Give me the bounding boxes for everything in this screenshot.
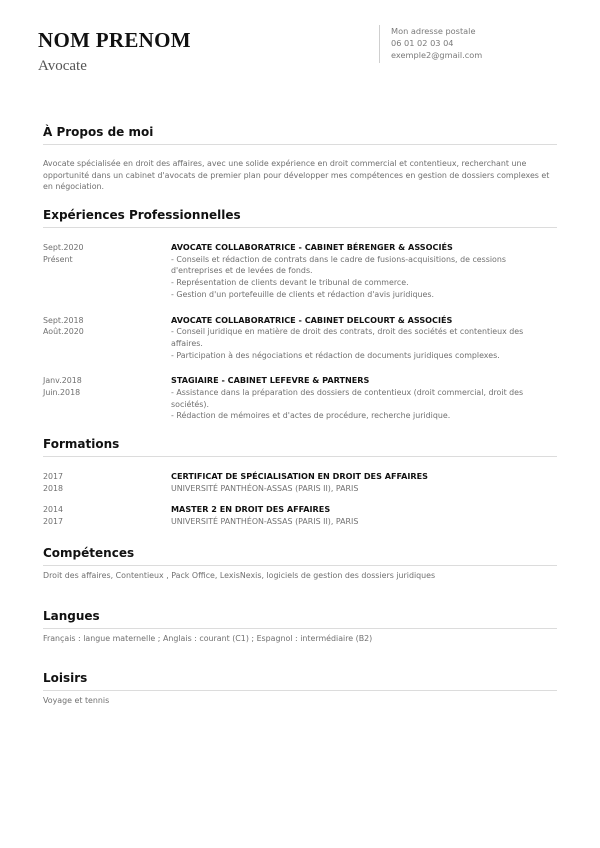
experience-bullet: - Représentation de clients devant le tribunal de commerce. bbox=[171, 278, 409, 288]
skills-text: Droit des affaires, Contentieux , Pack Office, LexisNexis, logiciels de gestion des dossiers juridiques bbox=[43, 571, 436, 580]
experience-content bbox=[171, 315, 557, 362]
education-section bbox=[43, 437, 557, 528]
contact-address: Mon adresse postale bbox=[391, 26, 476, 36]
experience-start: Sept.2018 bbox=[43, 315, 84, 325]
about-text: Avocate spécialisée en droit des affaires, avec une solide expérience en droit commercial et contentieux, recherchant une opportunité dans un cabinet d'avocats de premier plan pour développer mes compétences en gestion de dossiers complexes et en négociation. bbox=[43, 159, 550, 192]
education-school: UNIVERSITÉ PANTHÉON-ASSAS (PARIS II), PARIS bbox=[171, 517, 359, 527]
experience-content bbox=[171, 375, 557, 422]
experience-start: Janv.2018 bbox=[43, 376, 82, 386]
education-start: 2014 bbox=[43, 505, 64, 515]
education-school: UNIVERSITÉ PANTHÉON-ASSAS (PARIS II), PARIS bbox=[171, 483, 359, 493]
contact-block bbox=[379, 25, 482, 63]
section-title-education: Formations bbox=[43, 437, 557, 457]
about-section bbox=[43, 125, 557, 193]
education-title: MASTER 2 EN DROIT DES AFFAIRES bbox=[171, 504, 331, 515]
education-dates bbox=[43, 504, 163, 527]
experience-bullet: - Rédaction de mémoires et d'actes de procédure, recherche juridique. bbox=[171, 411, 451, 421]
experience-bullet: - Participation à des négociations et rédaction de documents juridiques complexes. bbox=[171, 350, 500, 360]
languages-section bbox=[43, 609, 557, 645]
experience-end: Présent bbox=[43, 254, 73, 264]
experience-content bbox=[171, 242, 557, 301]
education-end: 2018 bbox=[43, 483, 64, 493]
education-start: 2017 bbox=[43, 472, 64, 481]
experience-bullet: - Gestion d'un portefeuille de clients et rédaction d'avis juridiques. bbox=[171, 289, 435, 299]
experience-bullet: - Conseils et rédaction de contrats dans le cadre de fusions-acquisitions, de cessions d'entreprises et de levées de fonds. bbox=[171, 254, 506, 276]
experience-start: Sept.2020 bbox=[43, 243, 84, 252]
experience-title: STAGIAIRE - CABINET LEFEVRE & PARTNERS bbox=[171, 375, 370, 386]
education-entry bbox=[43, 504, 557, 527]
contact-email: exemple2@gmail.com bbox=[391, 50, 483, 61]
experience-entry bbox=[43, 375, 557, 422]
section-title-languages: Langues bbox=[43, 609, 557, 629]
contact-phone: 06 01 02 03 04 bbox=[391, 38, 454, 49]
experience-section bbox=[43, 208, 557, 422]
education-content bbox=[171, 504, 557, 527]
experience-dates bbox=[43, 315, 163, 338]
experience-dates bbox=[43, 375, 163, 398]
experience-bullet: - Assistance dans la préparation des dossiers de contentieux (droit commercial, droit des sociétés). bbox=[171, 388, 524, 409]
section-title-experience: Expériences Professionnelles bbox=[43, 208, 557, 228]
job-title: Avocate bbox=[38, 58, 87, 74]
experience-dates bbox=[43, 242, 163, 265]
education-dates bbox=[43, 471, 163, 494]
candidate-name: NOM PRENOM bbox=[38, 28, 191, 52]
experience-end: Juin.2018 bbox=[43, 388, 81, 398]
experience-title: AVOCATE COLLABORATRICE - CABINET BÉRENGER & ASSOCIÉS bbox=[171, 242, 453, 252]
languages-text: Français : langue maternelle ; Anglais : courant (C1) ; Espagnol : intermédiaire (B2) bbox=[43, 634, 373, 643]
section-title-skills: Compétences bbox=[43, 546, 557, 566]
skills-section bbox=[43, 546, 557, 582]
hobbies-text: Voyage et tennis bbox=[43, 696, 110, 705]
hobbies-section bbox=[43, 671, 557, 707]
education-title: CERTIFICAT DE SPÉCIALISATION EN DROIT DES AFFAIRES bbox=[171, 471, 428, 481]
education-entry bbox=[43, 471, 557, 494]
section-title-about: À Propos de moi bbox=[43, 125, 557, 145]
experience-title: AVOCATE COLLABORATRICE - CABINET DELCOURT & ASSOCIÉS bbox=[171, 314, 453, 325]
experience-entry bbox=[43, 242, 557, 301]
section-title-hobbies: Loisirs bbox=[43, 671, 557, 691]
education-content bbox=[171, 471, 557, 494]
experience-end: Août.2020 bbox=[43, 327, 84, 337]
education-end: 2017 bbox=[43, 517, 64, 527]
experience-bullet: - Conseil juridique en matière de droit des contrats, droit des sociétés et contentieux des affaires. bbox=[171, 327, 524, 348]
experience-entry bbox=[43, 315, 557, 362]
